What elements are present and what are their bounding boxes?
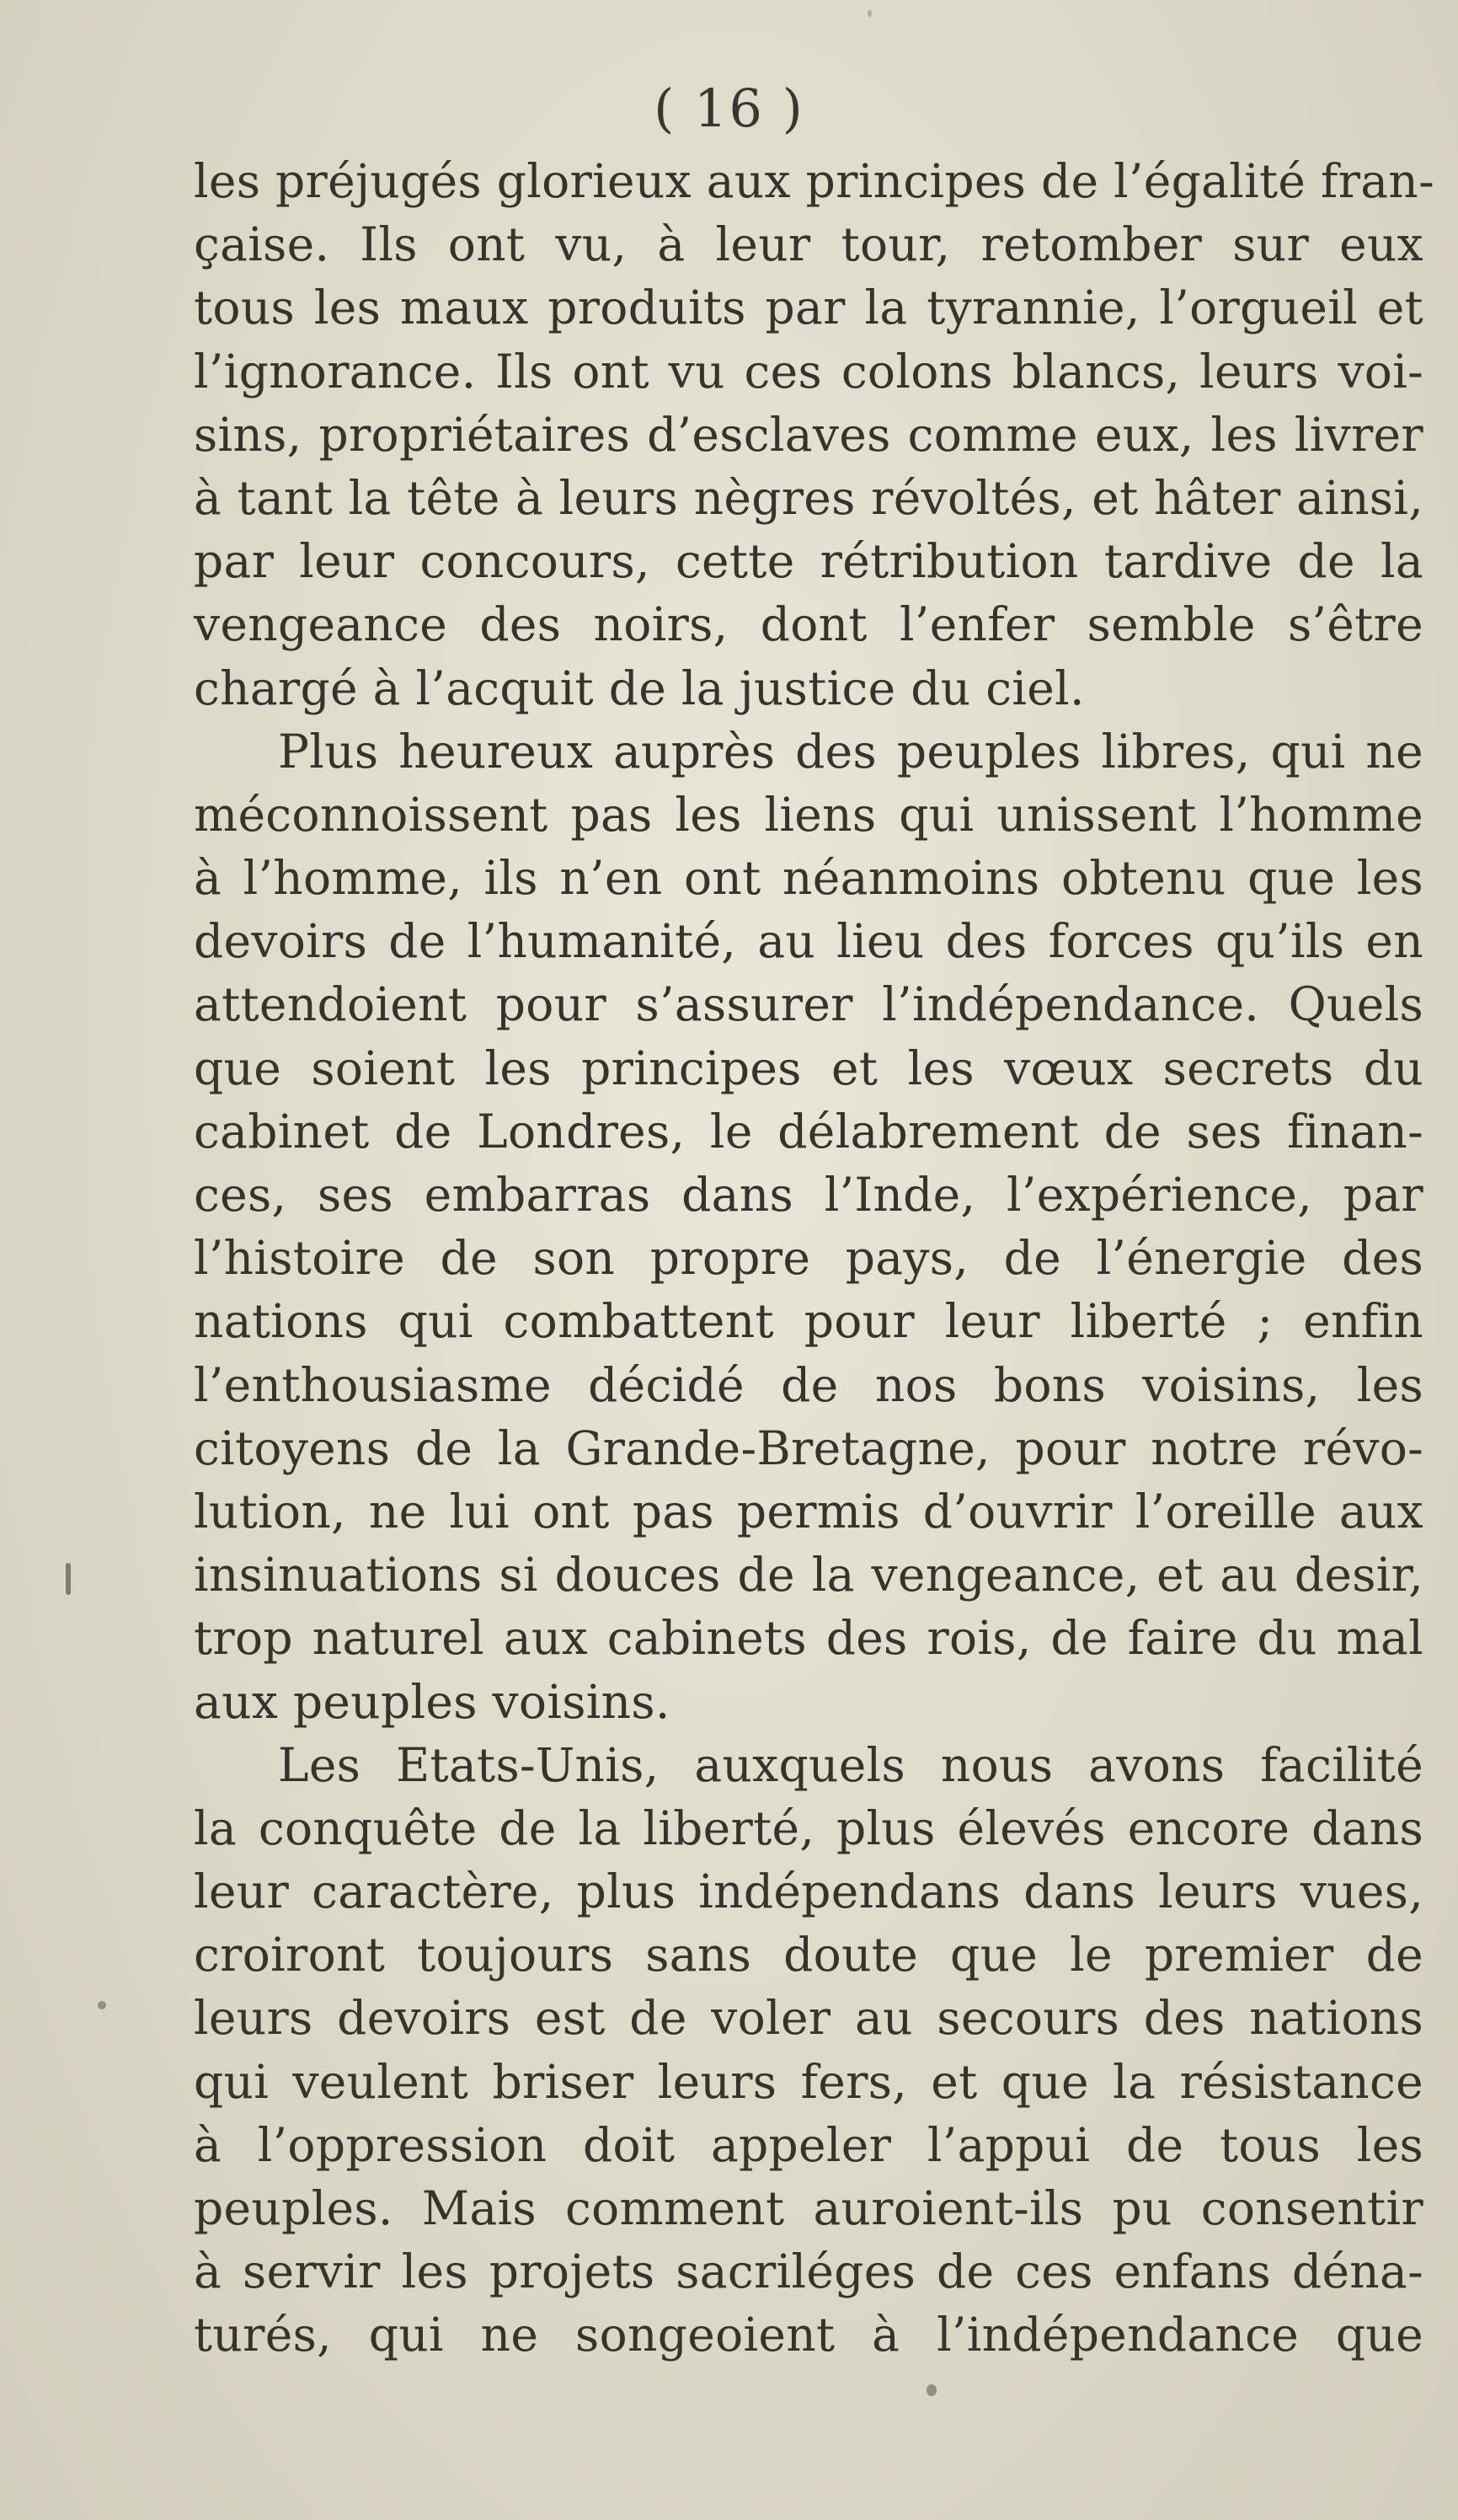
text-line: à servir les projets sacriléges de ces enfans déna- xyxy=(194,2244,1423,2299)
text-line: cabinet de Londres, le délabrement de ses finan- xyxy=(194,1104,1423,1158)
text-line: l’ignorance. Ils ont vu ces colons blancs, leurs voi- xyxy=(194,344,1423,399)
text-line: nations qui combattent pour leur liberté ; enfin xyxy=(194,1294,1423,1349)
text-line: à l’oppression doit appeler l’appui de tous les xyxy=(194,2117,1423,2172)
text-line: tous les maux produits par la tyrannie, l’orgueil et xyxy=(194,281,1423,335)
text-line: la conquête de la liberté, plus élevés encore dans xyxy=(194,1800,1423,1855)
text-line: ces, ses embarras dans l’Inde, l’expérience, par xyxy=(194,1168,1423,1222)
paragraph xyxy=(194,720,1423,1734)
text-line: citoyens de la Grande-Bretagne, pour notre révo- xyxy=(194,1421,1423,1475)
text-line: méconnoissent pas les liens qui unissent l’homme xyxy=(194,787,1423,842)
text-line: trop naturel aux cabinets des rois, de faire du mal xyxy=(194,1611,1423,1666)
paragraph xyxy=(194,1734,1423,2368)
text-line: leurs devoirs est de voler au secours des nations xyxy=(194,1991,1423,2046)
text-line: devoirs de l’humanité, au lieu des forces qu’ils en xyxy=(194,914,1423,969)
text-line: sins, propriétaires d’esclaves comme eux, les livrer xyxy=(194,407,1423,462)
body-text xyxy=(194,150,1435,2368)
text-line: leur caractère, plus indépendans dans leurs vues, xyxy=(194,1865,1423,1919)
text-line: Plus heureux auprès des peuples libres, qui ne xyxy=(278,724,1423,778)
text-line: lution, ne lui ont pas permis d’ouvrir l’oreille aux xyxy=(194,1484,1423,1538)
text-line: l’enthousiasme décidé de nos bons voisins, les xyxy=(194,1357,1423,1412)
text-line: çaise. Ils ont vu, à leur tour, retomber sur eux xyxy=(194,217,1423,272)
paper-speck xyxy=(927,2384,937,2396)
text-line: les préjugés glorieux aux principes de l’égalité fran- xyxy=(194,154,1435,208)
text-line: croiront toujours sans doute que le premier de xyxy=(194,1928,1423,1982)
text-line: que soient les principes et les vœux secrets du xyxy=(194,1041,1423,1095)
text-line: à tant la tête à leurs nègres révoltés, et hâter ainsi, xyxy=(194,470,1423,525)
text-line: attendoient pour s’assurer l’indépendance. Quels xyxy=(194,977,1423,1032)
paper-speck xyxy=(98,2001,106,2009)
text-line: turés, qui ne songeoient à l’indépendance que xyxy=(194,2308,1423,2362)
text-line: insinuations si douces de la vengeance, et au desir, xyxy=(194,1548,1423,1602)
text-line: chargé à l’acquit de la justice du ciel. xyxy=(194,661,1085,715)
text-line: à l’homme, ils n’en ont néanmoins obtenu que les xyxy=(194,851,1423,906)
paper-speck xyxy=(66,1563,71,1595)
page-number: ( 16 ) xyxy=(654,78,804,139)
text-line: par leur concours, cette rétribution tardive de la xyxy=(194,534,1423,589)
paragraph xyxy=(194,150,1435,720)
text-line: Les Etats-Unis, auxquels nous avons facilité xyxy=(278,1737,1423,1792)
paper-speck xyxy=(868,10,872,17)
text-line: aux peuples voisins. xyxy=(194,1674,670,1729)
text-line: peuples. Mais comment auroient-ils pu consentir xyxy=(194,2181,1423,2235)
text-line: qui veulent briser leurs fers, et que la résistance xyxy=(194,2054,1423,2109)
paper-speck xyxy=(421,2073,425,2077)
text-line: vengeance des noirs, dont l’enfer semble s’être xyxy=(194,597,1423,652)
text-line: l’histoire de son propre pays, de l’énergie des xyxy=(194,1231,1423,1286)
